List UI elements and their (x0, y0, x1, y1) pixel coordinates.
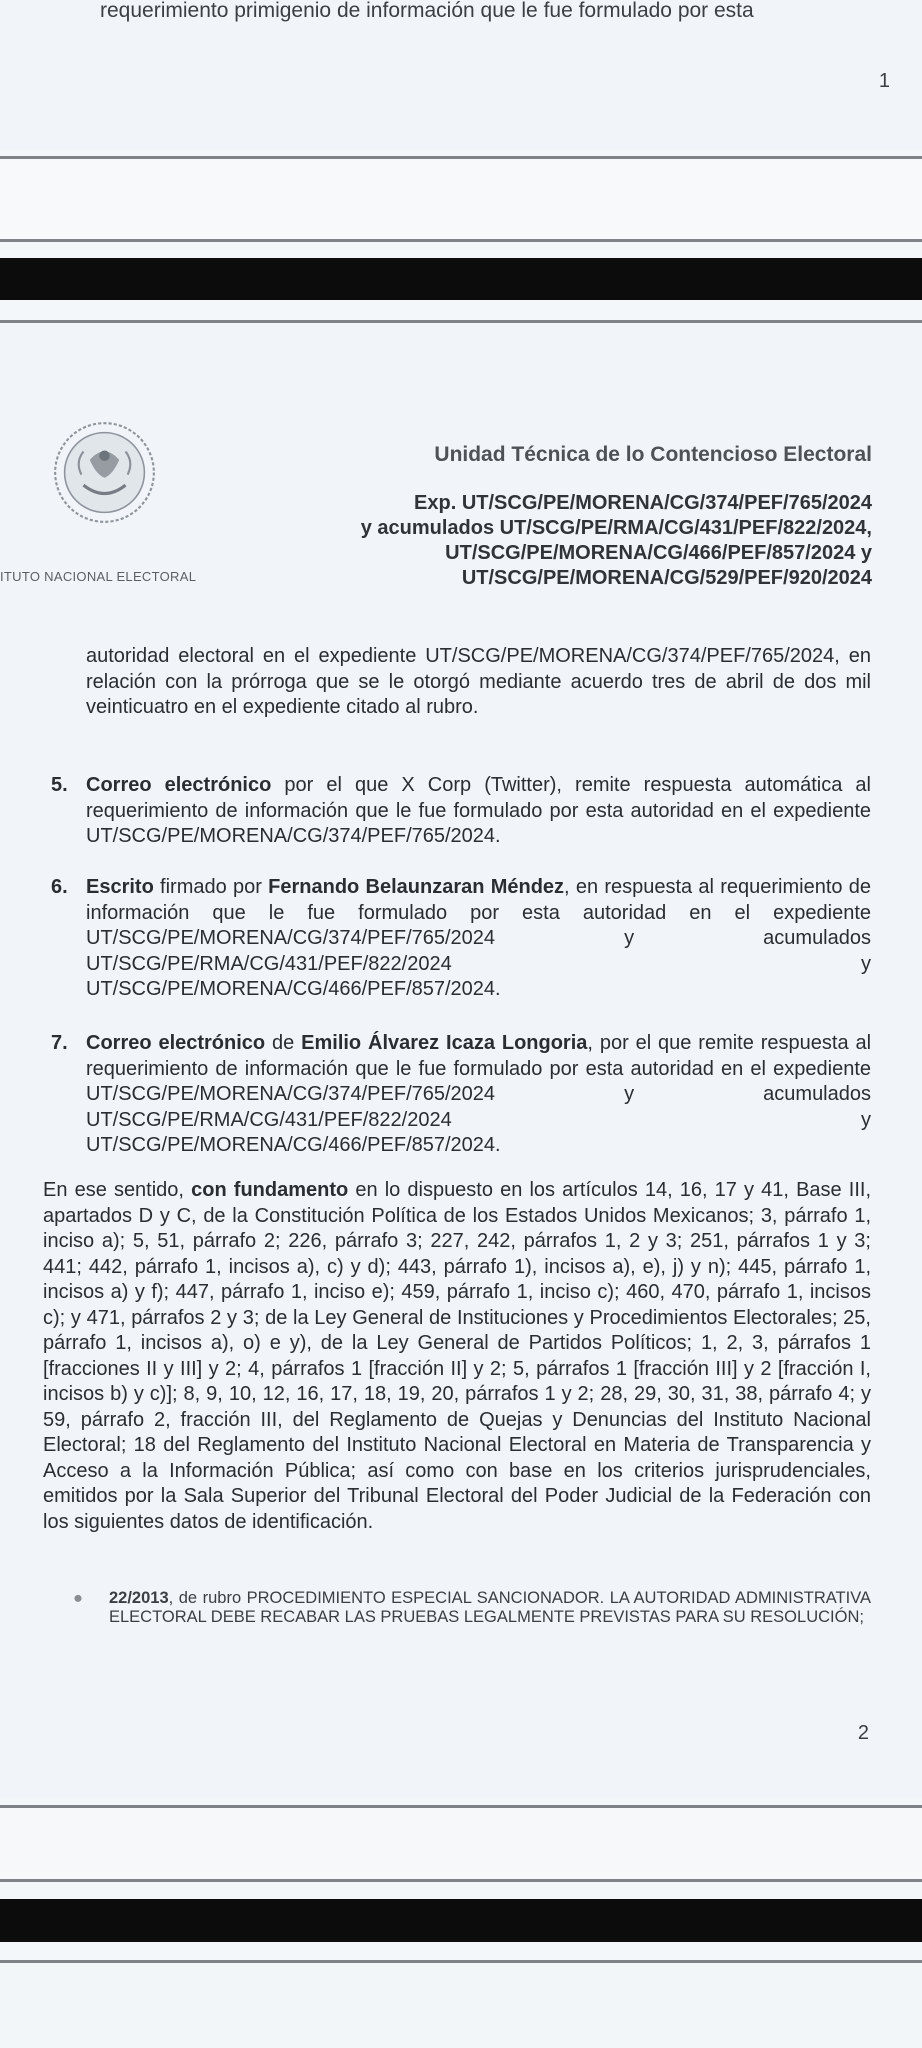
unit-title: Unidad Técnica de lo Contencioso Electoral (434, 443, 872, 466)
expediente-line: UT/SCG/PE/MORENA/CG/466/PEF/857/2024 y (445, 542, 872, 564)
legal-basis-paragraph: En ese sentido, con fundamento en lo dispuesto en los artículos 14, 16, 17 y 41, Base III, apartados D y C, de la Constitución Política de los Estados Unidos Mexicanos; 3, párrafo 1, inciso a); 5, 51, párrafo 2; 226, párrafo 3; 227, 242, párrafos 1, 2 y 3; 251, párrafos 1 y 3; 441; 442, párrafo 1, incisos a), c) y d); 443, párrafo 1), incisos a), e), j) y n); 445, párrafo 1, incisos a) y f); 447, párrafo 1, inciso e); 459, párrafo 1, inciso c); 460, 470, párrafo 1, incisos c); y 471, párrafos 2 y 3; de la Ley General de Instituciones y Procedimientos Electorales; 25, párrafo 1, incisos a), o) e y), de la Ley General de Partidos Políticos; 1, 2, 3, párrafos 1 [fracciones II y III] y 2; 4, párrafos 1 [fracción II] y 2; 5, párrafos 1 [fracción III] y 2 [fracción I, incisos b) y c)]; 8, 9, 10, 12, 16, 17, 18, 19, 20, párrafos 1 y 2; 28, 29, 30, 31, 38, párrafo 4; y 59, párrafo 2, fracción III, del Reglamento de Quejas y Denuncias del Instituto Nacional Electoral; 18 del Reglamento del Instituto Nacional Electoral en Materia de Transparencia y Acceso a la Información Pública; así como con base en los criterios jurisprudenciales, emitidos por la Sala Superior del Tribunal Electoral del Poder Judicial de la Federación con los siguientes datos de identificación. (43, 1179, 872, 1533)
next-page-top (0, 1963, 922, 2048)
institution-label: ITUTO NACIONAL ELECTORAL (0, 569, 197, 584)
item-lead: Correo electrónico (86, 1032, 266, 1054)
black-separator (0, 258, 922, 300)
scan-gap (0, 1808, 922, 1880)
scan-edge-line (0, 239, 922, 242)
expediente-line: y acumulados UT/SCG/PE/RMA/CG/431/PEF/822/2024, (360, 517, 872, 539)
list-number: 5. (51, 774, 68, 796)
page-top-edge (0, 320, 922, 323)
black-separator (0, 1899, 922, 1942)
intro-paragraph: autoridad electoral en el expediente UT/SCG/PE/MORENA/CG/374/PEF/765/2024, en relación con la prórroga que se le otorgó mediante acuerdo tres de abril de dos mil veinticuatro en el expediente citado al rubro. (86, 645, 871, 718)
page-number-1: 1 (878, 70, 890, 92)
list-number: 6. (51, 876, 68, 898)
expediente-line: Exp. UT/SCG/PE/MORENA/CG/374/PEF/765/2024 (414, 492, 872, 514)
item-text: por el que X Corp (Twitter), remite respuesta automática al requerimiento de información que le fue formulado por esta autoridad en el expediente UT/SCG/PE/MORENA/CG/374/PEF/765/2024. (86, 774, 871, 847)
expediente-line: UT/SCG/PE/MORENA/CG/529/PEF/920/2024 (461, 567, 872, 589)
list-number: 7. (51, 1032, 68, 1054)
page-number-2: 2 (857, 1722, 869, 1744)
list-item-6: 6. Escrito firmado por Fernando Belaunzaran Méndez, en respuesta al requerimiento de información que le fue formulado por esta autoridad en el expediente UT/SCG/PE/MORENA/CG/374/PEF/765/2024 y acumulados UT/SCG/PE/RMA/CG/431/PEF/822/2024 y UT/SCG/PE/MORENA/CG/466/PEF/857/2024. (51, 876, 872, 1000)
scan-gap (0, 159, 922, 239)
list-item-7: 7. Correo electrónico de Emilio Álvarez Icaza Longoria, por el que remite respuesta al requerimiento de información que le fue formulado por esta autoridad en el expediente UT/SCG/PE/MORENA/CG/374/PEF/765/2024 y acumulados UT/SCG/PE/RMA/CG/431/PEF/822/2024 y UT/SCG/PE/MORENA/CG/466/PEF/857/2024. (51, 1032, 872, 1156)
item-name: Fernando Belaunzaran Méndez (268, 876, 565, 898)
item-lead: Escrito (86, 876, 154, 898)
previous-page (0, 0, 922, 150)
ine-seal-logo (52, 420, 157, 525)
expediente-block (361, 491, 872, 591)
scan-edge-line (0, 1879, 922, 1882)
bullet-dot: ● (73, 1589, 83, 1607)
list-item-5 (52, 773, 871, 850)
jurisprudence-bullet: ● 22/2013, de rubro PROCEDIMIENTO ESPECIAL SANCIONADOR. LA AUTORIDAD ADMINISTRATIVA ELECTORAL DEBE RECABAR LAS PRUEBAS LEGALMENTE PREVISTAS PARA SU RESOLUCIÓN; (73, 1589, 871, 1626)
item-lead: Correo electrónico (86, 774, 272, 796)
previous-page-last-line: requerimiento primigenio de información que le fue formulado por esta (100, 0, 754, 22)
item-name: Emilio Álvarez Icaza Longoria (301, 1032, 588, 1054)
